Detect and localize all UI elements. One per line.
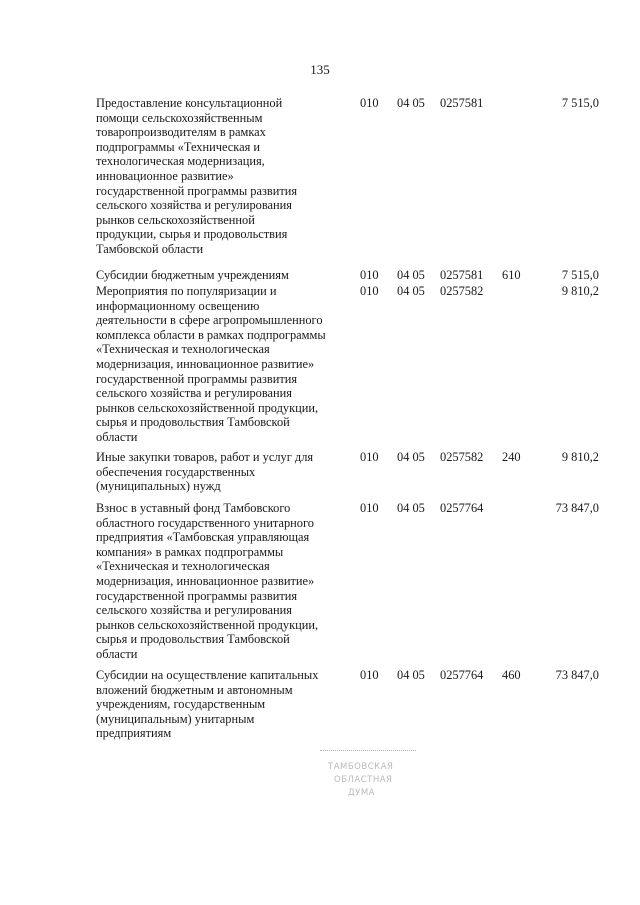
description-line: компания» в рамках подпрограммы bbox=[96, 544, 284, 559]
cell-razdel: 04 05 bbox=[397, 284, 425, 298]
official-stamp bbox=[298, 750, 428, 812]
description-line: рынков сельскохозяйственной bbox=[96, 212, 255, 227]
description-line: областного государственного унитарного bbox=[96, 515, 314, 530]
cell-sum: 7 515,0 bbox=[561, 96, 599, 110]
description-line: предприятия «Тамбовская управляющая bbox=[96, 530, 310, 545]
description-line: модернизация, инновационное развитие» bbox=[96, 356, 315, 371]
table-row bbox=[0, 450, 640, 501]
table-row bbox=[0, 268, 640, 284]
budget-table bbox=[0, 96, 640, 748]
description-line: сырья и продовольствия Тамбовской bbox=[96, 632, 290, 647]
cell-glav: 010 bbox=[360, 284, 379, 298]
description-line: «Техническая и технологическая bbox=[96, 559, 270, 574]
description-line: деятельности в сфере агропромышленного bbox=[96, 313, 323, 328]
description-line: предприятиям bbox=[96, 726, 172, 741]
stamp-line: ТАМБОВСКАЯ bbox=[328, 762, 394, 772]
cell-csr: 0257764 bbox=[440, 501, 484, 515]
cell-glav: 010 bbox=[360, 501, 379, 515]
description-line: сельского хозяйства и регулирования bbox=[96, 386, 292, 401]
description-line: учреждениям, государственным bbox=[96, 697, 266, 712]
cell-vr: 460 bbox=[502, 668, 521, 682]
cell-razdel: 04 05 bbox=[397, 96, 425, 110]
stamp-line: ДУМА bbox=[348, 788, 375, 798]
cell-sum: 73 847,0 bbox=[555, 501, 599, 515]
row-description bbox=[96, 284, 348, 445]
cell-razdel: 04 05 bbox=[397, 668, 425, 682]
description-line: государственной программы развития bbox=[96, 183, 298, 198]
cell-glav: 010 bbox=[360, 450, 379, 464]
description-line: Взнос в уставный фонд Тамбовского bbox=[96, 501, 291, 515]
table-row bbox=[0, 96, 640, 268]
table-row bbox=[0, 501, 640, 668]
description-line: Предоставление консультационной bbox=[96, 96, 283, 110]
description-line: обеспечения государственных bbox=[96, 464, 256, 479]
row-description bbox=[96, 668, 348, 741]
description-line: продукции, сырья и продовольствия bbox=[96, 227, 288, 242]
description-line: сельского хозяйства и регулирования bbox=[96, 198, 292, 213]
description-line: Иные закупки товаров, работ и услуг для bbox=[96, 450, 314, 464]
description-line: сырья и продовольствия Тамбовской bbox=[96, 415, 290, 430]
cell-razdel: 04 05 bbox=[397, 450, 425, 464]
description-line: вложений бюджетным и автономным bbox=[96, 682, 293, 697]
description-line: Тамбовской области bbox=[96, 241, 204, 256]
cell-razdel: 04 05 bbox=[397, 268, 425, 282]
description-line: (муниципальным) унитарным bbox=[96, 711, 255, 726]
description-line: рынков сельскохозяйственной продукции, bbox=[96, 617, 319, 632]
description-line: государственной программы развития bbox=[96, 588, 298, 603]
cell-csr: 0257582 bbox=[440, 284, 484, 298]
description-line: области bbox=[96, 429, 138, 444]
table-row bbox=[0, 668, 640, 748]
stamp-divider bbox=[320, 750, 416, 751]
description-line: (муниципальных) нужд bbox=[96, 479, 221, 494]
cell-glav: 010 bbox=[360, 96, 379, 110]
row-description bbox=[96, 501, 348, 662]
description-line: комплекса области в рамках подпрограммы bbox=[96, 327, 326, 342]
description-line: технологическая модернизация, bbox=[96, 154, 265, 169]
cell-sum: 7 515,0 bbox=[561, 268, 599, 282]
description-line: «Техническая и технологическая bbox=[96, 342, 270, 357]
cell-sum: 73 847,0 bbox=[555, 668, 599, 682]
cell-vr: 240 bbox=[502, 450, 521, 464]
description-line: Субсидии бюджетным учреждениям bbox=[96, 268, 289, 282]
description-line: помощи сельскохозяйственным bbox=[96, 110, 263, 125]
cell-sum: 9 810,2 bbox=[561, 284, 599, 298]
cell-csr: 0257581 bbox=[440, 96, 484, 110]
cell-glav: 010 bbox=[360, 268, 379, 282]
page-number: 135 bbox=[310, 62, 330, 77]
cell-csr: 0257764 bbox=[440, 668, 484, 682]
description-line: государственной программы развития bbox=[96, 371, 298, 386]
table-row bbox=[0, 284, 640, 450]
row-description bbox=[96, 96, 348, 257]
description-line: модернизация, инновационное развитие» bbox=[96, 573, 315, 588]
description-line: инновационное развитие» bbox=[96, 168, 234, 183]
cell-csr: 0257582 bbox=[440, 450, 484, 464]
cell-razdel: 04 05 bbox=[397, 501, 425, 515]
description-line: области bbox=[96, 646, 138, 661]
stamp-line: ОБЛАСТНАЯ bbox=[334, 775, 393, 785]
description-line: рынков сельскохозяйственной продукции, bbox=[96, 400, 319, 415]
description-line: подпрограммы «Техническая и bbox=[96, 139, 261, 154]
cell-glav: 010 bbox=[360, 668, 379, 682]
description-line: информационному освещению bbox=[96, 298, 260, 313]
row-description bbox=[96, 450, 348, 494]
description-line: Субсидии на осуществление капитальных bbox=[96, 668, 319, 682]
description-line: товаропроизводителям в рамках bbox=[96, 125, 266, 140]
cell-sum: 9 810,2 bbox=[561, 450, 599, 464]
row-description bbox=[96, 268, 348, 283]
description-line: сельского хозяйства и регулирования bbox=[96, 603, 292, 618]
description-line: Мероприятия по популяризации и bbox=[96, 284, 277, 298]
cell-csr: 0257581 bbox=[440, 268, 484, 282]
cell-vr: 610 bbox=[502, 268, 521, 282]
